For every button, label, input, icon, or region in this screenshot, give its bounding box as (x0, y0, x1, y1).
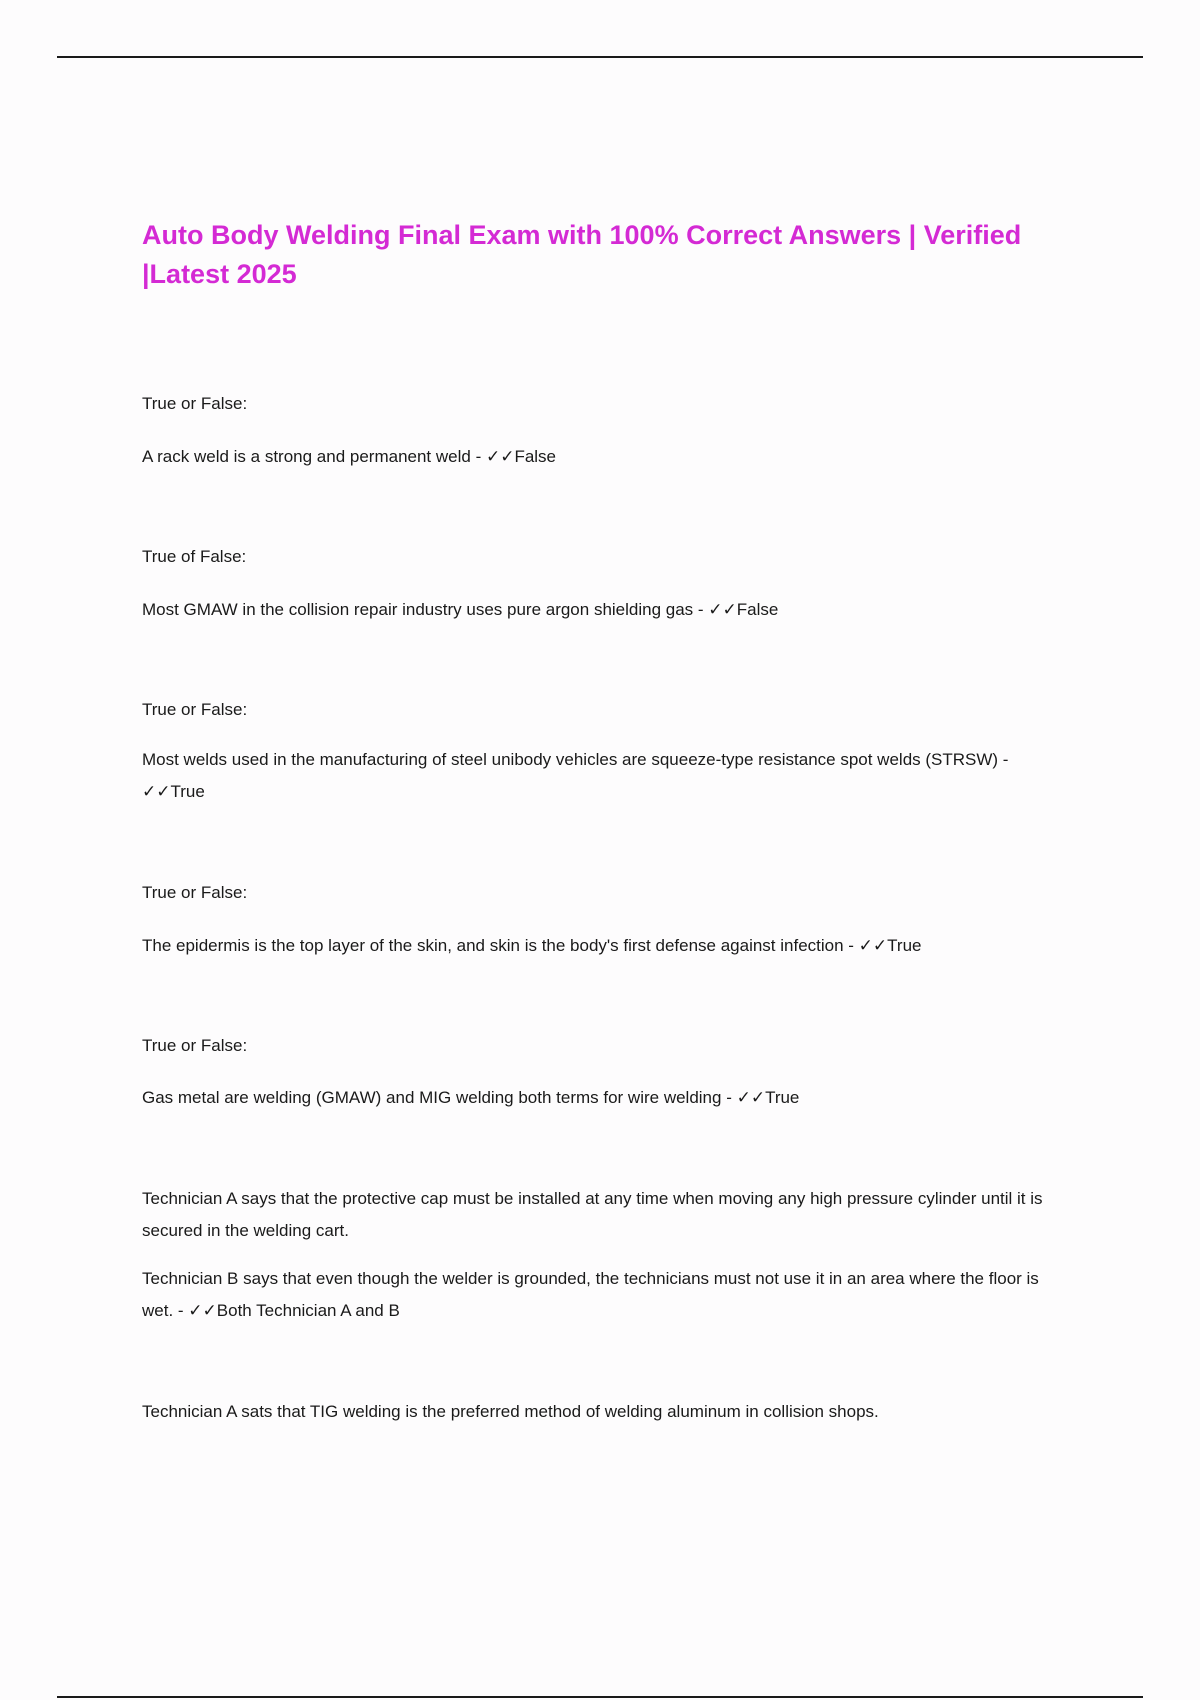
question-2-text: Most GMAW in the collision repair industry uses pure argon shielding gas - ✓✓False (142, 600, 779, 619)
question-1-prompt: True or False: (142, 394, 248, 413)
question-5-text: Gas metal are welding (GMAW) and MIG welding both terms for wire welding - ✓✓True (142, 1088, 800, 1107)
question-2-prompt: True of False: (142, 547, 247, 566)
technician-b-statement: Technician B says that even though the welder is grounded, the technicians must not use it in an area where the floor is wet. - ✓✓Both Technician A and B (142, 1269, 1039, 1320)
technician-a-tig-statement: Technician A sats that TIG welding is the preferred method of welding aluminum in collision shops. (142, 1402, 879, 1421)
document-title: Auto Body Welding Final Exam with 100% Correct Answers | Verified |Latest 2025 (142, 220, 1022, 289)
question-3-text: Most welds used in the manufacturing of steel unibody vehicles are squeeze-type resistance spot welds (STRSW) - ✓✓True (142, 750, 1009, 801)
question-4-text: The epidermis is the top layer of the skin, and skin is the body's first defense against infection - ✓✓True (142, 936, 922, 955)
question-1-text: A rack weld is a strong and permanent weld - ✓✓False (142, 447, 557, 466)
technician-a-statement: Technician A says that the protective cap must be installed at any time when moving any high pressure cylinder until it is secured in the welding cart. (142, 1189, 1043, 1240)
bottom-rule (57, 1696, 1143, 1698)
question-4-prompt: True or False: (142, 883, 248, 902)
question-5-prompt: True or False: (142, 1036, 248, 1055)
question-3-prompt: True or False: (142, 700, 248, 719)
top-rule (57, 56, 1143, 58)
